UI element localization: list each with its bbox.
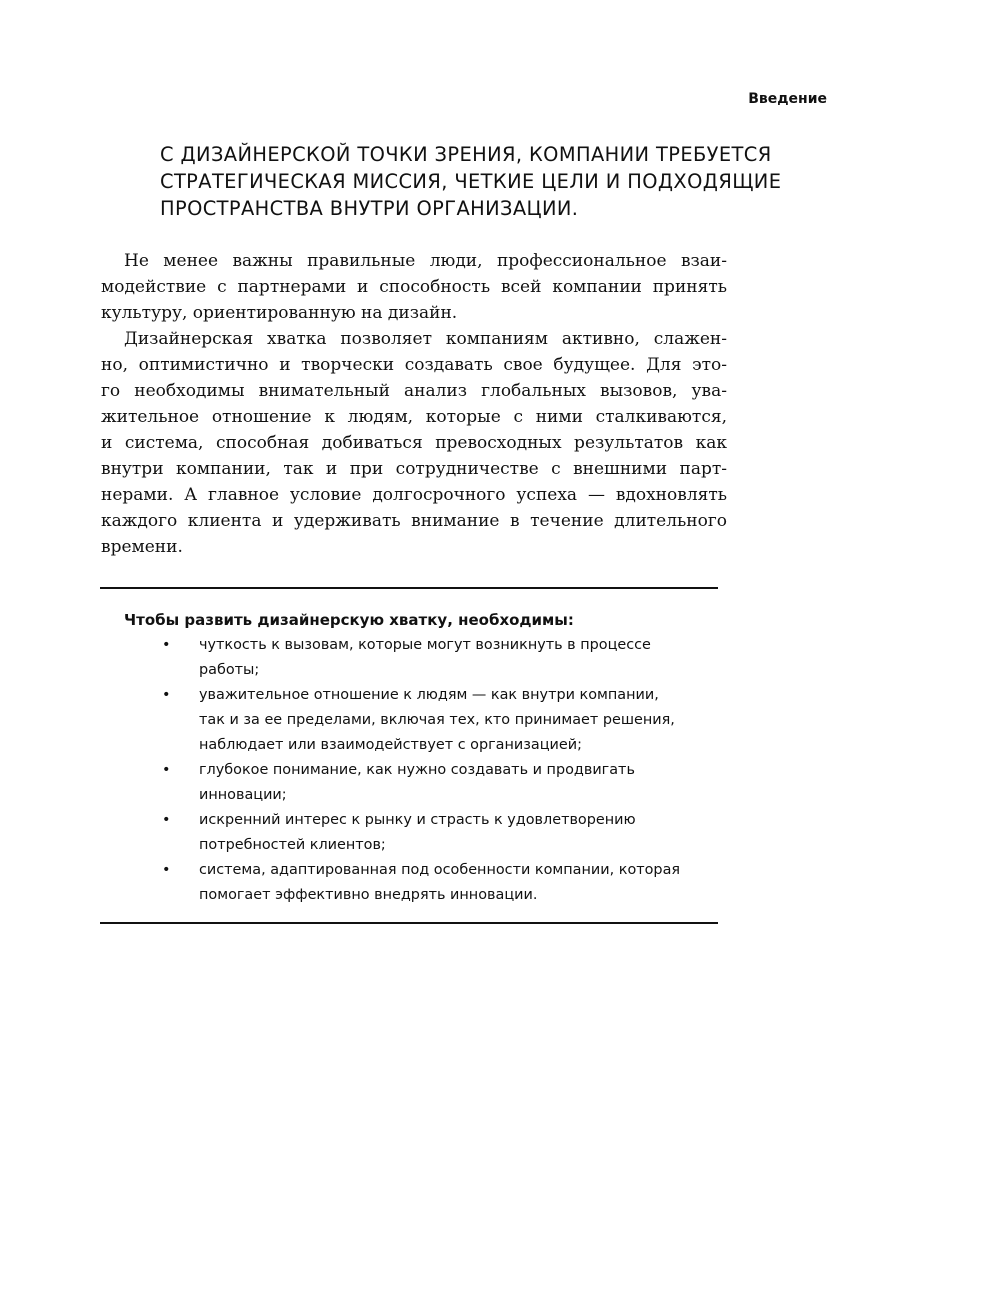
paragraph-1-line: модействие с партнерами и способность всей компании принять	[101, 277, 727, 297]
list-item-line: уважительное отношение к людям — как внутри компании,	[199, 687, 659, 703]
bullet-icon: •	[162, 687, 171, 703]
paragraph-2-line: нерами. А главное условие долгосрочного успеха — вдохновлять	[101, 485, 727, 505]
paragraph-2-line: внутри компании, так и при сотрудничестве с внешними парт-	[101, 459, 727, 479]
list-item	[0, 683, 680, 758]
paragraph-2-line: но, оптимистично и творчески создавать свое будущее. Для это-	[101, 355, 727, 375]
paragraph-2-line: и система, способная добиваться превосходных результатов как	[101, 433, 727, 453]
paragraph-2-line: времени.	[101, 537, 183, 557]
list-item-line: инновации;	[199, 787, 287, 803]
list-item	[0, 858, 680, 908]
body-text	[101, 248, 727, 560]
bullet-icon: •	[162, 637, 171, 653]
list-item-line: работы;	[199, 662, 260, 678]
list-item	[0, 758, 680, 808]
paragraph-2-line: жительное отношение к людям, которые с ними сталкиваются,	[101, 407, 727, 427]
paragraph-1-line: культуру, ориентированную на дизайн.	[101, 303, 458, 323]
list-item-line: потребностей клиентов;	[199, 837, 386, 853]
bullet-icon: •	[162, 762, 171, 778]
box-bottom-rule	[100, 922, 718, 924]
box-heading: Чтобы развить дизайнерскую хватку, необходимы:	[124, 611, 574, 629]
list-item-line: глубокое понимание, как нужно создавать и продвигать	[199, 762, 635, 778]
list-item-line: искренний интерес к рынку и страсть к удовлетворению	[199, 812, 636, 828]
pull-quote	[160, 141, 840, 222]
list-item-line: так и за ее пределами, включая тех, кто принимает решения,	[199, 712, 675, 728]
list-item-line: чуткость к вызовам, которые могут возникнуть в процессе	[199, 637, 651, 653]
paragraph-2-line: го необходимы внимательный анализ глобальных вызовов, ува-	[101, 381, 727, 401]
pull-quote-line: ПРОСТРАНСТВА ВНУТРИ ОРГАНИЗАЦИИ.	[160, 197, 579, 220]
box-top-rule	[100, 587, 718, 589]
list-item-line: система, адаптированная под особенности компании, которая	[199, 862, 681, 878]
requirements-list	[0, 633, 680, 908]
list-item-line: наблюдает или взаимодействует с организацией;	[199, 737, 582, 753]
pull-quote-line: С ДИЗАЙНЕРСКОЙ ТОЧКИ ЗРЕНИЯ, КОМПАНИИ ТРЕБУЕТСЯ	[160, 143, 772, 166]
paragraph-2-line: каждого клиента и удерживать внимание в течение длительного	[101, 511, 727, 531]
pull-quote-line: СТРАТЕГИЧЕСКАЯ МИССИЯ, ЧЕТКИЕ ЦЕЛИ И ПОДХОДЯЩИЕ	[160, 170, 782, 193]
paragraph-1-line: Не менее важны правильные люди, профессиональное взаи-	[124, 251, 727, 271]
running-head: Введение	[748, 91, 827, 107]
bullet-icon: •	[162, 812, 171, 828]
list-item-line: помогает эффективно внедрять инновации.	[199, 887, 538, 903]
list-item	[0, 633, 680, 683]
bullet-icon: •	[162, 862, 171, 878]
paragraph-2-line: Дизайнерская хватка позволяет компаниям активно, слажен-	[124, 329, 727, 349]
list-item	[0, 808, 680, 858]
